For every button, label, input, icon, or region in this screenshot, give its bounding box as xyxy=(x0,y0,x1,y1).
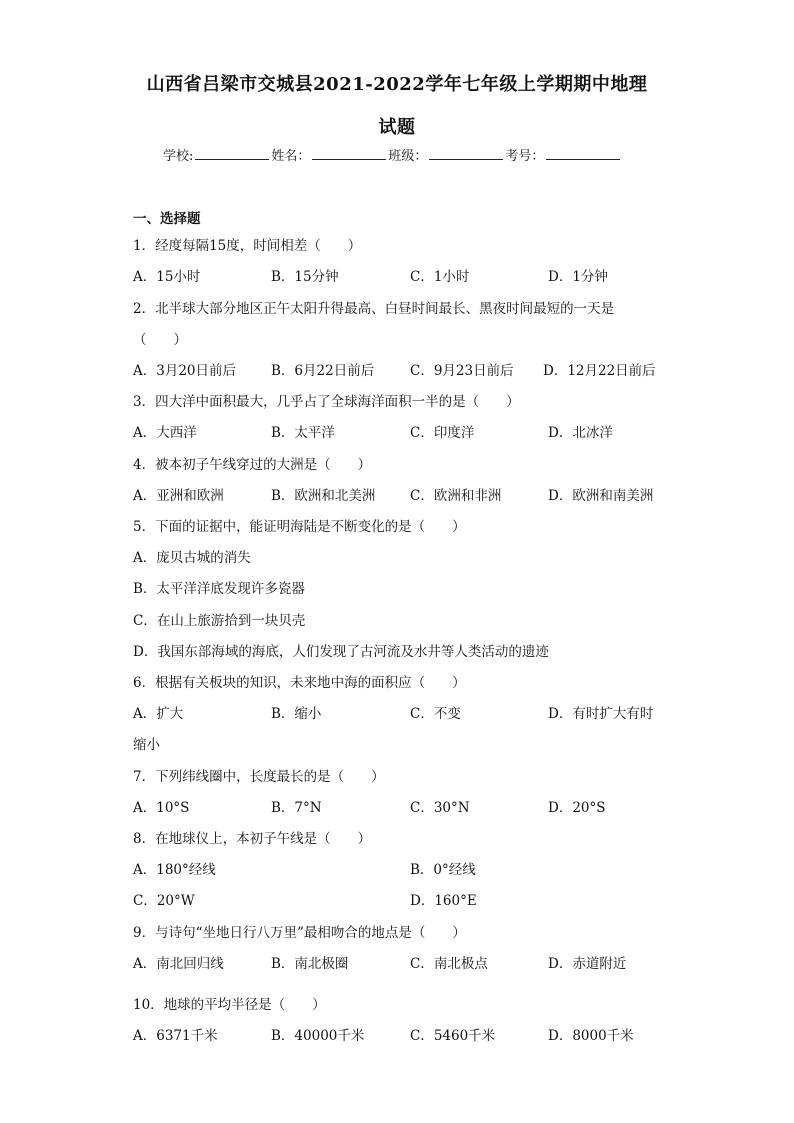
question-3: 3．四大洋中面积最大，几乎占了全球海洋面积一半的是（ ） xyxy=(133,394,520,410)
q8-option-b: B．0°经线 xyxy=(410,862,476,878)
question-2: 2．北半球大部分地区正午太阳升得最高、白昼时间最长、黑夜时间最短的一天是 xyxy=(133,301,615,317)
section-heading: 一、选择题 xyxy=(133,211,201,227)
q3-option-b: B．太平洋 xyxy=(271,425,335,441)
question-8: 8．在地球仪上，本初子午线是（ ） xyxy=(133,831,372,847)
question-1: 1．经度每隔15度，时间相差（ ） xyxy=(133,238,362,254)
q9-option-c: C．南北极点 xyxy=(410,956,488,972)
question-7: 7．下列纬线圈中，长度最长的是（ ） xyxy=(133,769,385,785)
question-10: 10．地球的平均半径是（ ） xyxy=(133,997,326,1013)
q3-option-d: D．北冰洋 xyxy=(548,425,613,441)
q2-option-d: D．12月22日前后 xyxy=(543,363,656,379)
q8-option-d: D．160°E xyxy=(410,893,477,909)
school-blank[interactable] xyxy=(195,147,269,160)
q2-option-c: C．9月23日前后 xyxy=(410,363,514,379)
q1-option-b: B．15分钟 xyxy=(271,269,339,285)
q4-option-d: D．欧洲和南美洲 xyxy=(548,488,654,504)
question-5: 5．下面的证据中，能证明海陆是不断变化的是（ ） xyxy=(133,519,466,535)
question-4: 4．被本初子午线穿过的大洲是（ ） xyxy=(133,457,372,473)
q8-option-c: C．20°W xyxy=(133,893,195,909)
page-title-continued: 试题 xyxy=(378,117,416,138)
q6-option-c: C．不变 xyxy=(410,706,461,722)
q5-option-c: C．在山上旅游拾到一块贝壳 xyxy=(133,613,306,629)
question-2-blank: （ ） xyxy=(133,332,187,348)
student-info-line xyxy=(163,145,622,164)
q4-option-c: C．欧洲和非洲 xyxy=(410,488,502,504)
q7-option-b: B．7°N xyxy=(271,800,322,816)
name-blank[interactable] xyxy=(312,147,386,160)
q3-option-a: A．大西洋 xyxy=(133,425,197,441)
q7-option-a: A．10°S xyxy=(133,800,190,816)
exam-number-blank[interactable] xyxy=(546,147,620,160)
question-9: 9．与诗句“坐地日行八万里”最相吻合的地点是（ ） xyxy=(133,925,466,941)
q6-option-a: A．扩大 xyxy=(133,706,184,722)
q4-option-b: B．欧洲和北美洲 xyxy=(271,488,376,504)
q4-option-a: A．亚洲和欧洲 xyxy=(133,488,224,504)
exam-number-label: 考号： xyxy=(505,149,545,164)
q1-option-c: C．1小时 xyxy=(410,269,470,285)
q6-option-b: B．缩小 xyxy=(271,706,322,722)
q6-option-d: D．有时扩大有时 xyxy=(548,706,654,722)
q10-option-a: A．6371千米 xyxy=(133,1028,218,1044)
name-label: 姓名： xyxy=(271,149,311,164)
q2-option-b: B．6月22日前后 xyxy=(271,363,375,379)
q2-option-a: A．3月20日前后 xyxy=(133,363,237,379)
q9-option-d: D．赤道附近 xyxy=(548,956,627,972)
q10-option-c: C．5460千米 xyxy=(410,1028,496,1044)
q8-option-a: A．180°经线 xyxy=(133,862,216,878)
q9-option-b: B．南北极圈 xyxy=(271,956,349,972)
page-title: 山西省吕梁市交城县2021-2022学年七年级上学期期中地理 xyxy=(146,74,648,95)
q5-option-d: D．我国东部海域的海底，人们发现了古河流及水井等人类活动的遗迹 xyxy=(133,644,549,660)
question-6: 6．根据有关板块的知识，未来地中海的面积应（ ） xyxy=(133,675,466,691)
q7-option-d: D．20°S xyxy=(548,800,606,816)
q5-option-b: B．太平洋洋底发现许多瓷器 xyxy=(133,581,305,597)
class-label: 班级： xyxy=(388,149,428,164)
q6-option-d-continued: 缩小 xyxy=(133,737,160,753)
q9-option-a: A．南北回归线 xyxy=(133,956,224,972)
q1-option-a: A．15小时 xyxy=(133,269,201,285)
q1-option-d: D．1分钟 xyxy=(548,269,608,285)
q3-option-c: C．印度洋 xyxy=(410,425,475,441)
q7-option-c: C．30°N xyxy=(410,800,470,816)
q10-option-d: D．8000千米 xyxy=(548,1028,634,1044)
class-blank[interactable] xyxy=(429,147,503,160)
q10-option-b: B．40000千米 xyxy=(271,1028,365,1044)
q5-option-a: A．庞贝古城的消失 xyxy=(133,550,251,566)
school-label: 学校: xyxy=(163,149,194,164)
